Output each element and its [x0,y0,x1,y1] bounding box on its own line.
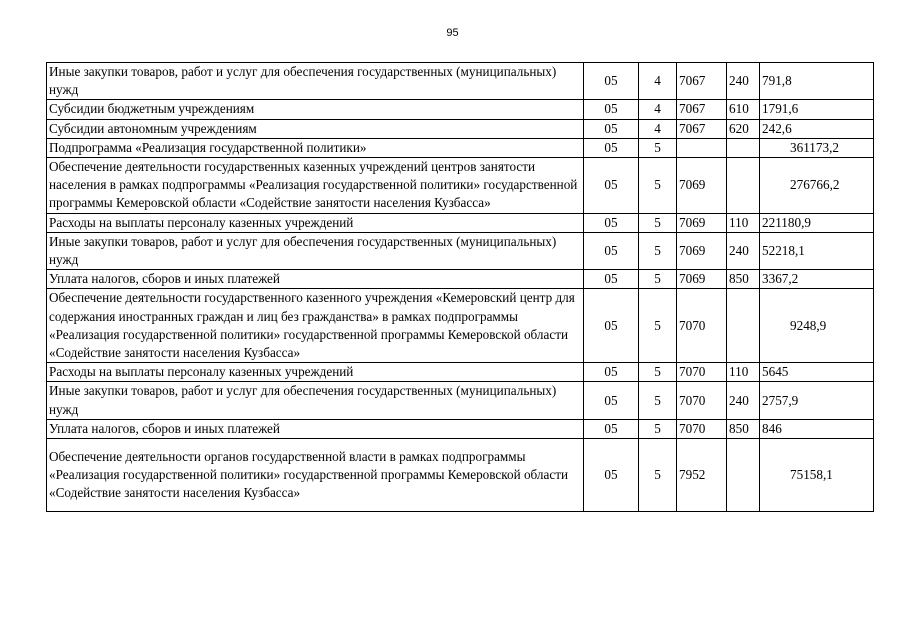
row-amount: 2757,9 [760,382,874,419]
table-row [47,363,874,382]
row-amount: 52218,1 [760,232,874,269]
row-expense-type: 610 [727,100,760,119]
row-expense-type: 110 [727,213,760,232]
row-amount: 1791,6 [760,100,874,119]
row-amount: 3367,2 [760,270,874,289]
row-article: 7070 [677,419,727,438]
row-section: 05 [584,363,639,382]
table-row [47,382,874,419]
row-section: 05 [584,382,639,419]
row-name: Подпрограмма «Реализация государственной политики» [47,138,584,157]
row-amount: 5645 [760,363,874,382]
table-row [47,63,874,100]
row-expense-type [727,138,760,157]
row-section: 05 [584,119,639,138]
row-article: 7069 [677,213,727,232]
row-article: 7070 [677,289,727,363]
row-name: Обеспечение деятельности государственного казенного учреждения «Кемеровский центр для содержания иностранных граждан и лиц без гражданства» в рамках подпрограммы «Реализация государственной политики» государственной программы Кемеровской области «Содействие занятости населения Кузбасса» [47,289,584,363]
row-expense-type [727,439,760,512]
table-row [47,419,874,438]
row-name: Уплата налогов, сборов и иных платежей [47,270,584,289]
row-expense-type [727,158,760,214]
row-article: 7069 [677,232,727,269]
table-row [47,232,874,269]
row-article: 7952 [677,439,727,512]
row-subsection: 5 [639,289,677,363]
row-expense-type: 110 [727,363,760,382]
row-section: 05 [584,100,639,119]
row-amount: 242,6 [760,119,874,138]
table-row [47,439,874,512]
row-expense-type [727,289,760,363]
row-amount: 361173,2 [760,138,874,157]
table-row [47,138,874,157]
row-name: Расходы на выплаты персоналу казенных учреждений [47,363,584,382]
row-amount: 276766,2 [760,158,874,214]
table-row [47,213,874,232]
row-expense-type: 850 [727,270,760,289]
row-subsection: 5 [639,232,677,269]
row-section: 05 [584,289,639,363]
row-section: 05 [584,270,639,289]
row-subsection: 5 [639,363,677,382]
table-row [47,119,874,138]
row-subsection: 5 [639,213,677,232]
row-section: 05 [584,419,639,438]
row-subsection: 5 [639,419,677,438]
row-amount: 791,8 [760,63,874,100]
row-subsection: 5 [639,382,677,419]
row-article: 7067 [677,100,727,119]
row-expense-type: 850 [727,419,760,438]
row-section: 05 [584,158,639,214]
row-amount: 846 [760,419,874,438]
row-subsection: 5 [639,138,677,157]
table-row [47,270,874,289]
table-row [47,158,874,214]
row-name: Иные закупки товаров, работ и услуг для обеспечения государственных (муниципальных) нужд [47,232,584,269]
row-subsection: 5 [639,270,677,289]
row-amount: 221180,9 [760,213,874,232]
row-article: 7070 [677,363,727,382]
row-article: 7069 [677,158,727,214]
row-subsection: 5 [639,439,677,512]
row-expense-type: 620 [727,119,760,138]
row-expense-type: 240 [727,63,760,100]
row-section: 05 [584,138,639,157]
row-amount: 75158,1 [760,439,874,512]
page-number: 95 [446,27,459,39]
row-article: 7067 [677,63,727,100]
row-amount: 9248,9 [760,289,874,363]
row-subsection: 4 [639,100,677,119]
row-section: 05 [584,213,639,232]
row-name: Расходы на выплаты персоналу казенных учреждений [47,213,584,232]
row-section: 05 [584,439,639,512]
row-subsection: 5 [639,158,677,214]
row-name: Обеспечение деятельности государственных казенных учреждений центров занятости населения в рамках подпрограммы «Реализация государственной политики» государственной программы Кемеровской области «Содействие занятости населения Кузбасса» [47,158,584,214]
row-article: 7070 [677,382,727,419]
row-name: Обеспечение деятельности органов государственной власти в рамках подпрограммы «Реализация государственной политики» государственной программы Кемеровской области «Содействие занятости населения Кузбасса» [47,439,584,512]
budget-table [46,62,874,512]
row-subsection: 4 [639,119,677,138]
row-name: Иные закупки товаров, работ и услуг для обеспечения государственных (муниципальных) нужд [47,382,584,419]
row-expense-type: 240 [727,382,760,419]
row-subsection: 4 [639,63,677,100]
row-section: 05 [584,63,639,100]
table-row [47,100,874,119]
row-name: Уплата налогов, сборов и иных платежей [47,419,584,438]
row-expense-type: 240 [727,232,760,269]
row-article: 7067 [677,119,727,138]
row-article [677,138,727,157]
row-name: Иные закупки товаров, работ и услуг для обеспечения государственных (муниципальных) нужд [47,63,584,100]
row-name: Субсидии автономным учреждениям [47,119,584,138]
row-article: 7069 [677,270,727,289]
row-name: Субсидии бюджетным учреждениям [47,100,584,119]
table-row [47,289,874,363]
row-section: 05 [584,232,639,269]
